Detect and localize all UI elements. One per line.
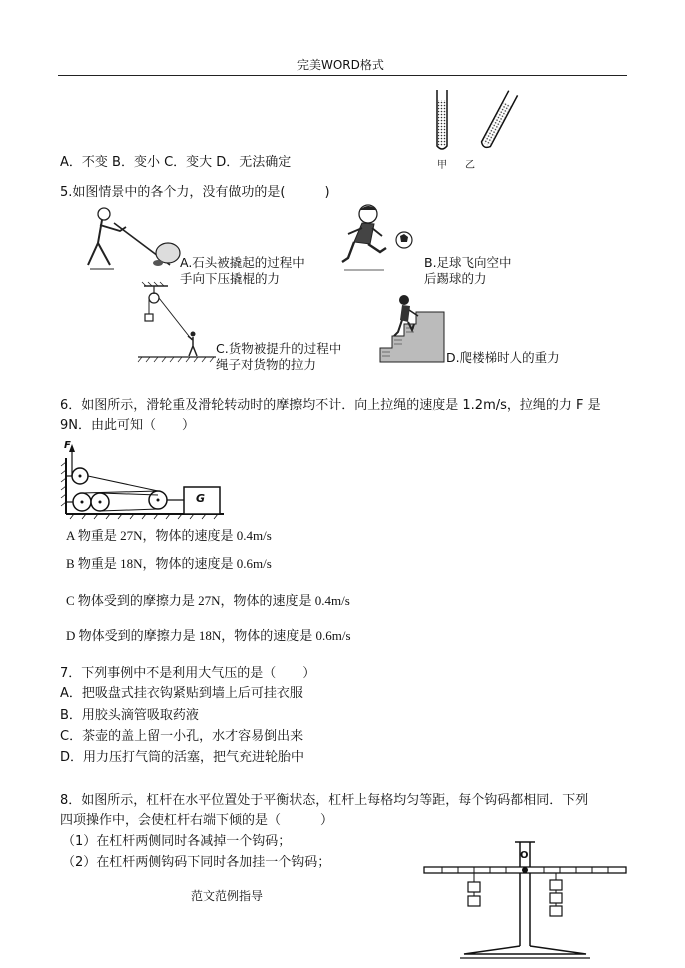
q8-item-1: （1）在杠杆两侧同时各减掉一个钩码； xyxy=(62,834,292,849)
q8-item-2: （2）在杠杆两侧钩码下同时各加挂一个钩码； xyxy=(62,855,331,870)
q8-stem-line1: 8．如图所示，杠杆在水平位置处于平衡状态，杠杆上每格均匀等距，每个钩码都相同．下列 xyxy=(60,793,589,808)
q7-option-c: C．茶壶的盖上留一小孔，水才容易倒出来 xyxy=(60,729,304,744)
q6-option-a: A 物重是 27N，物体的速度是 0.4m/s xyxy=(66,528,272,543)
q5-caption-a-line1: A.石头被撬起的过程中 xyxy=(180,255,305,270)
q6-stem-line2: 9N．由此可知（ ） xyxy=(60,418,195,433)
q6-stem-line1: 6．如图所示，滑轮重及滑轮转动时的摩擦均不计．向上拉绳的速度是 1.2m/s，拉绳的力 F 是 xyxy=(60,398,601,413)
q5-caption-b-line2: 后踢球的力 xyxy=(424,271,487,286)
tube-label-yi: 乙 xyxy=(465,160,475,171)
climbing-stairs-illustration xyxy=(378,292,448,366)
q5-caption-b-line1: B.足球飞向空中 xyxy=(424,255,512,270)
q7-option-a: A．把吸盘式挂衣钩紧贴到墙上后可挂衣服 xyxy=(60,686,303,701)
fig-block-label: G xyxy=(196,492,206,505)
q4-options: A．不变 B．变小 C．变大 D．无法确定 xyxy=(60,155,292,170)
q5-caption-c-line1: C.货物被提升的过程中 xyxy=(216,341,342,356)
page-header-title: 完美WORD格式 xyxy=(297,58,384,72)
test-tubes-figure xyxy=(425,86,515,158)
tube-label-jia: 甲 xyxy=(437,160,447,171)
header-divider xyxy=(58,75,627,76)
q7-option-b: B．用胶头滴管吸取药液 xyxy=(60,708,199,723)
q5-caption-d: D.爬楼梯时人的重力 xyxy=(446,350,560,365)
q7-stem: 7．下列事例中不是利用大气压的是（ ） xyxy=(60,666,316,681)
prying-stone-illustration xyxy=(80,205,190,275)
fig-force-label: F xyxy=(64,440,71,451)
q8-stem-line2: 四项操作中，会使杠杆右端下倾的是（ ） xyxy=(60,813,334,828)
q5-caption-a-line2: 手向下压撬棍的力 xyxy=(180,271,281,286)
q6-option-c: C 物体受到的摩擦力是 27N，物体的速度是 0.4m/s xyxy=(66,593,350,608)
page-footer-text: 范文范例指导 xyxy=(191,889,264,903)
pulley-lifting-illustration xyxy=(138,284,218,364)
kicking-ball-illustration xyxy=(340,200,420,278)
q5-stem: 5.如图情景中的各个力，没有做功的是( ) xyxy=(60,185,330,200)
q6-option-d: D 物体受到的摩擦力是 18N，物体的速度是 0.6m/s xyxy=(66,628,351,643)
pulley-system-figure xyxy=(60,440,230,520)
lever-pivot-label: O xyxy=(520,850,529,861)
q7-option-d: D．用力压打气筒的活塞，把气充进轮胎中 xyxy=(60,750,305,765)
q6-option-b: B 物重是 18N，物体的速度是 0.6m/s xyxy=(66,556,272,571)
q5-caption-c-line2: 绳子对货物的拉力 xyxy=(216,357,317,372)
